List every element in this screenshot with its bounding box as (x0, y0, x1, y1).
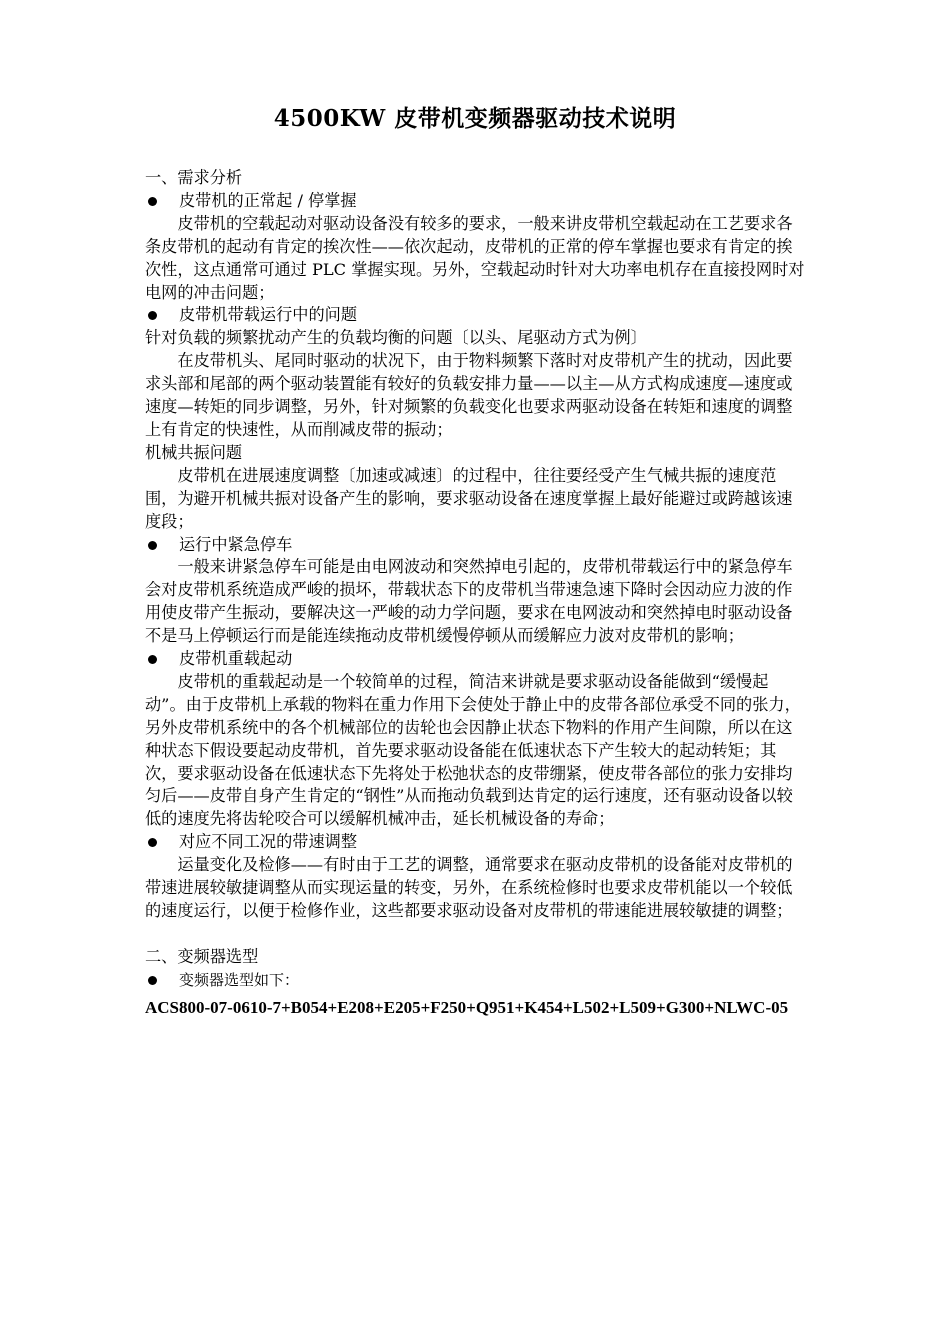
bullet-dot-icon (148, 541, 157, 550)
bullet-dot-icon (148, 311, 157, 320)
document-body (145, 167, 805, 1020)
paragraph-empty-start: 皮带机的空载起动对驱动设备没有较多的要求，一般来讲皮带机空载起动在工艺要求各条皮带机的起动有肯定的挨次性——依次起动，皮带机的正常的停车掌握也要求有肯定的挨次性，这点通常可通过 PLC 掌握实现。另外，空载起动时针对大功率电机存在直接投网时对电网的冲击问题； (145, 213, 805, 302)
bullet-dot-icon (148, 197, 157, 206)
bullet-emergency-stop (145, 534, 805, 557)
bullet-dot-icon (148, 838, 157, 847)
paragraph-load-balance: 在皮带机头、尾同时驱动的状况下，由于物料频繁下落时对皮带机产生的扰动，因此要求头部和尾部的两个驱动装置能有较好的负载安排力量——以主—从方式构成速度—速度或速度—转矩的同步调整，另外，针对频繁的负载变化也要求两驱动设备在转矩和速度的调整上有肯定的快速性，从而削减皮带的振动； (145, 351, 793, 439)
bullet-title: 皮带机重载起动 (179, 649, 293, 669)
inverter-model-code: ACS800-07-0610-7+B054+E208+E205+F250+Q951+K454+L502+L509+G300+NLWC-05 (145, 997, 789, 1017)
bullet-inverter-selection (145, 969, 805, 992)
paragraph-mechanical-resonance: 皮带机在进展速度调整〔加速或减速〕的过程中，往往要经受产生气械共振的速度范围，为避开机械共振对设备产生的影响，要求驱动设备在速度掌握上最好能避过或跨越该速度段； (145, 465, 793, 531)
bullet-title: 变频器选型如下： (179, 970, 300, 989)
bullet-normal-start-stop (145, 190, 805, 213)
bullet-title: 对应不同工况的带速调整 (179, 832, 358, 852)
subheading-mechanical-resonance: 机械共振问题 (145, 442, 243, 462)
bullet-title: 皮带机带载运行中的问题 (179, 305, 358, 325)
bullet-dot-icon (148, 976, 157, 985)
paragraph-speed-adjust: 运量变化及检修——有时由于工艺的调整，通常要求在驱动皮带机的设备能对皮带机的带速进展较敏捷调整从而实现运量的转变，另外，在系统检修时也要求皮带机能以一个较低的速度运行，以便于检修作业，这些都要求驱动设备对皮带机的带速能进展较敏捷的调整； (145, 855, 793, 920)
section-1-heading: 一、需求分析 (145, 168, 243, 187)
document-title: 4500KW 皮带机变频器驱动技术说明 (273, 105, 677, 132)
bullet-loaded-operation (145, 304, 805, 327)
bullet-title: 皮带机的正常起 / 停掌握 (179, 190, 357, 210)
paragraph-emergency-stop: 一般来讲紧急停车可能是由电网波动和突然掉电引起的，皮带机带载运行中的紧急停车会对皮带机系统造成严峻的损坏，带载状态下的皮带机当带速急速下降时会因动应力波的作用使皮带产生振动，要解决这一严峻的动力学问题，要求在电网波动和突然掉电时驱动设备不是马上停顿运行而是能连续拖动皮带机缓慢停顿从而缓解应力波对皮带机的影响； (145, 557, 793, 646)
spacer (145, 923, 805, 946)
subheading-load-balance: 针对负载的频繁扰动产生的负载均衡的问题〔以头、尾驱动方式为例〕 (145, 328, 647, 348)
paragraph-heavy-start: 皮带机的重载起动是一个较简单的过程，简洁来讲就是要求驱动设备能做到“缓慢起动”。由于皮带机上承载的物料在重力作用下会使处于静止中的皮带各部位承受不同的张力，另外皮带机系统中的各个机械部位的齿轮也会因静止状态下物料的作用产生间隙，所以在这种状态下假设要起动皮带机，首先要求驱动设备能在低速状态下产生较大的起动转矩；其次，要求驱动设备在低速状态下先将处于松弛状态的皮带绷紧，使皮带各部位的张力安排均匀后——皮带自身产生肯定的“钢性”从而拖动负载到达肯定的运行速度，还有驱动设备以较低的速度先将齿轮咬合可以缓解机械冲击，延长机械设备的寿命； (145, 671, 801, 829)
bullet-heavy-start (145, 648, 805, 671)
bullet-title: 运行中紧急停车 (179, 534, 293, 554)
section-2-heading: 二、变频器选型 (145, 946, 259, 966)
bullet-dot-icon (148, 655, 157, 664)
bullet-speed-adjust (145, 831, 805, 854)
